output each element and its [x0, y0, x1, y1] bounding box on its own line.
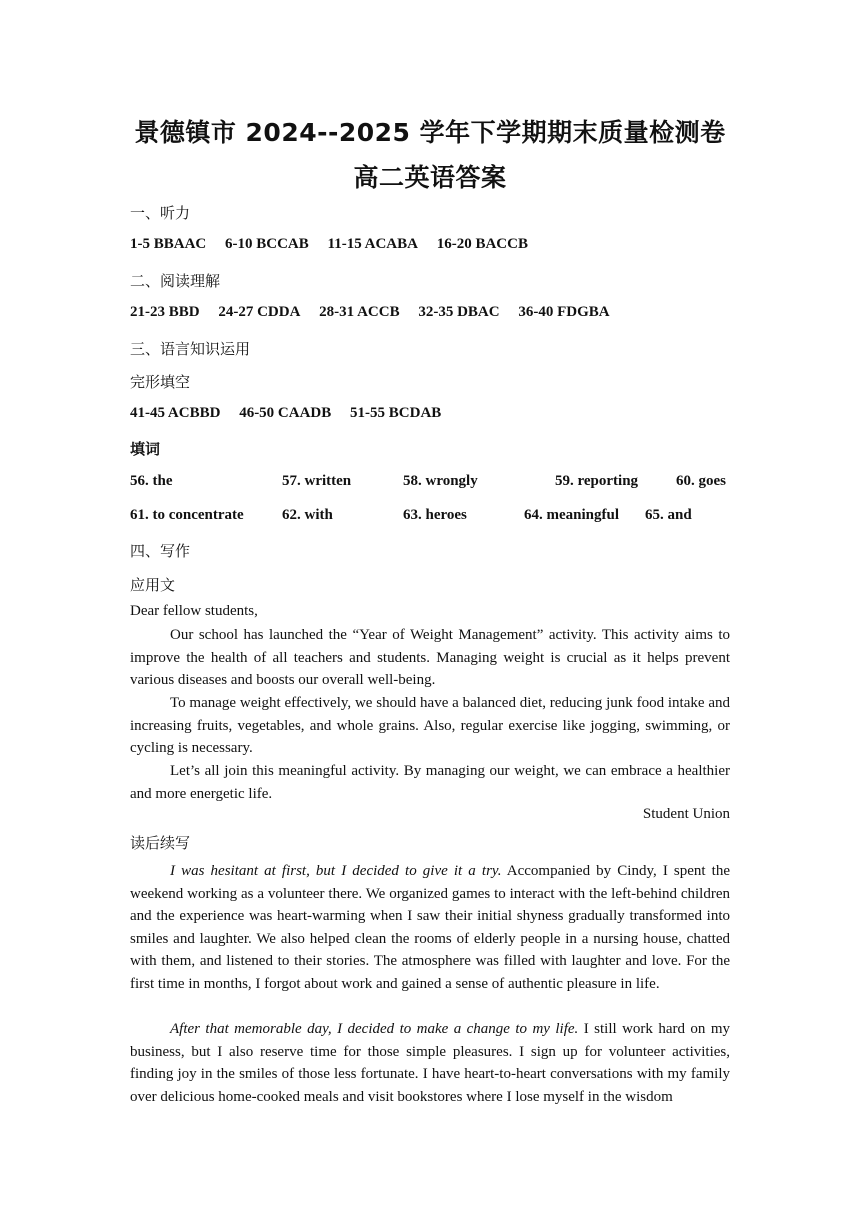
section-reading-heading: 二、阅读理解 — [130, 272, 221, 290]
document-title: 景德镇市 2024--2025 学年下学期期末质量检测卷 — [134, 118, 726, 147]
fill-answer: 56. the — [130, 473, 173, 489]
answer-group: 51-55 BCDAB — [350, 405, 442, 421]
letter-paragraph-2: To manage weight effectively, we should have a balanced diet, reducing junk food intake and increasing fruits, vegetables, and whole grains. Also, regular exercise like jogging, swimming, or cycling is necessary. — [130, 695, 730, 757]
letter-salutation: Dear fellow students, — [130, 603, 258, 619]
continuation-heading: 读后续写 — [130, 834, 191, 852]
cloze-heading: 完形填空 — [130, 373, 191, 391]
listening-answers — [130, 236, 543, 253]
fill-heading: 填词 — [130, 440, 161, 458]
paragraph-body: I still work hard on my business, but I also reserve time for those simple pleasures. I sign up for volunteer activities, finding joy in the smiles of those less fortunate. I have heart-to-heart conversations with my family over delicious home-cooked meals and visit bookstores where I lose myself in the wisdom — [130, 1021, 730, 1105]
fill-answer: 63. heroes — [403, 507, 467, 523]
fill-answer: 62. with — [282, 507, 333, 523]
answer-group: 46-50 CAADB — [239, 405, 332, 421]
answer-group: 16-20 BACCB — [436, 236, 528, 252]
fill-answers-row-1 — [130, 473, 740, 493]
fill-answer: 59. reporting — [555, 473, 639, 489]
continuation-paragraph-2 — [130, 1018, 730, 1108]
paragraph-lead-sentence: I was hesitant at first, but I decided to give it a try. — [170, 863, 502, 879]
fill-answer: 58. wrongly — [403, 473, 478, 489]
answer-group: 24-27 CDDA — [218, 304, 301, 320]
reading-answers — [130, 304, 625, 321]
answer-group: 41-45 ACBBD — [130, 405, 221, 421]
letter-signature: Student Union — [642, 806, 730, 822]
fill-answer: 61. to concentrate — [130, 507, 244, 523]
continuation-paragraph-1 — [130, 860, 730, 996]
fill-answer: 65. and — [645, 507, 692, 523]
answer-group: 21-23 BBD — [130, 304, 200, 320]
paragraph-body: Accompanied by Cindy, I spent the weekend working as a volunteer there. We organized games to interact with the left-behind children and the experience was heart-warming when I saw their initial shyness gradually transformed into smiles and laughter. We also helped clean the rooms of elderly people in a nursing house, chatted with them, and listened to their stories. The atmosphere was filled with laughter and love. For the first time in months, I forgot about work and gained a sense of authentic pleasure in life. — [130, 863, 730, 992]
document-subtitle: 高二英语答案 — [353, 163, 507, 192]
section-language-heading: 三、语言知识运用 — [130, 340, 251, 358]
fill-answers-row-2 — [130, 507, 740, 527]
answer-group: 11-15 ACABA — [327, 236, 418, 252]
answer-group: 1-5 BBAAC — [130, 236, 207, 252]
answer-group: 36-40 FDGBA — [518, 304, 610, 320]
answer-group: 6-10 BCCAB — [225, 236, 309, 252]
paragraph-lead-sentence: After that memorable day, I decided to make a change to my life. — [170, 1021, 579, 1037]
answer-group: 32-35 DBAC — [418, 304, 500, 320]
cloze-answers — [130, 405, 456, 422]
section-listening-heading: 一、听力 — [130, 204, 191, 222]
fill-answer: 57. written — [282, 473, 352, 489]
section-writing-heading: 四、写作 — [130, 542, 191, 560]
letter-paragraph-3: Let’s all join this meaningful activity. By managing our weight, we can embrace a healthier and more energetic life. — [130, 763, 730, 802]
applied-writing-heading: 应用文 — [130, 576, 176, 594]
fill-answer: 60. goes — [676, 473, 726, 489]
fill-answer: 64. meaningful — [524, 507, 620, 523]
answer-group: 28-31 ACCB — [319, 304, 400, 320]
letter-paragraph-1: Our school has launched the “Year of Weight Management” activity. This activity aims to improve the health of all teachers and students. Managing weight is crucial as it helps prevent various diseases and boosts our overall well-being. — [130, 627, 730, 689]
